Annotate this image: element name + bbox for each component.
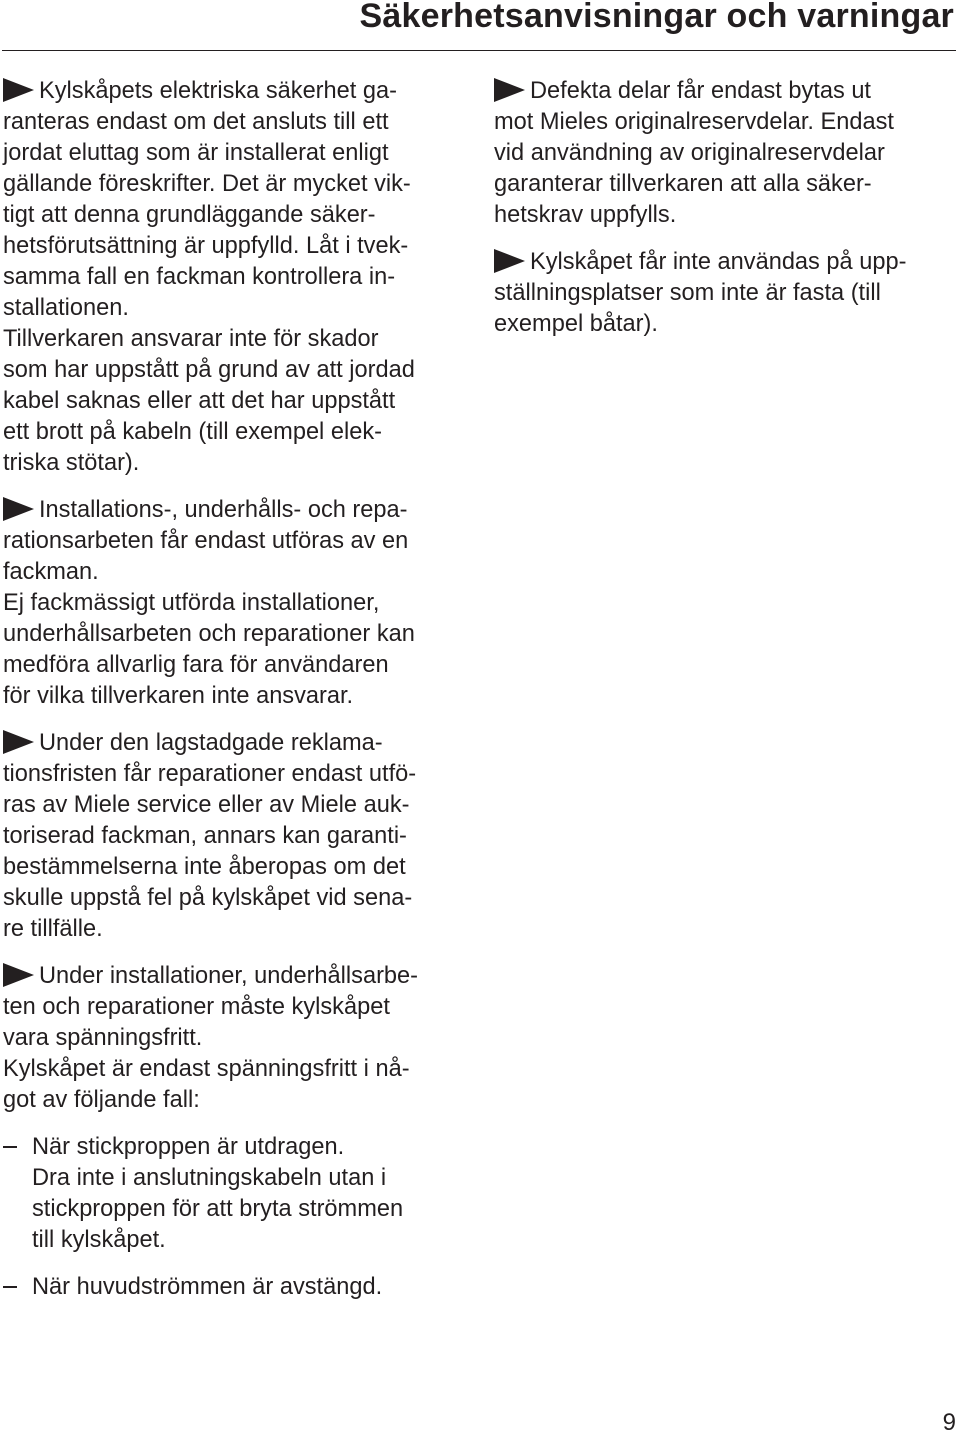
text-line: jordat eluttag som är installerat enligt <box>3 140 389 166</box>
paragraph-spare-parts <box>494 76 956 231</box>
text-line: vid användning av originalreservdelar <box>494 140 885 166</box>
text-line: underhållsarbeten och reparationer kan <box>3 621 415 647</box>
text-line: Kylskåpet är endast spänningsfritt i nå- <box>3 1056 410 1082</box>
arrow-bullet-icon <box>3 497 34 521</box>
paragraph-warranty-repairs <box>3 728 473 945</box>
text-line: skulle uppstå fel på kylskåpet vid sena- <box>3 885 413 911</box>
dash-bullet-icon <box>3 1286 17 1288</box>
paragraph-voltage-free <box>3 961 473 1116</box>
text-line: hetsförutsättning är uppfylld. Låt i tvek- <box>3 233 409 259</box>
text-line: hetskrav uppfylls. <box>494 202 677 228</box>
page-title: Säkerhetsanvisningar och varningar <box>359 0 954 35</box>
text-line: till kylskåpet. <box>32 1227 166 1253</box>
text-line: Dra inte i anslutningskabeln utan i <box>32 1165 387 1191</box>
list-item <box>3 1272 473 1303</box>
text-line: som har uppstått på grund av att jordad <box>3 357 415 383</box>
arrow-bullet-icon <box>494 78 525 102</box>
text-line: vara spänningsfritt. <box>3 1025 203 1051</box>
text-line: Under den lagstadgade reklama- <box>3 728 473 759</box>
text-line: got av följande fall: <box>3 1087 200 1113</box>
text-line: Kylskåpets elektriska säkerhet ga- <box>3 76 473 107</box>
text-line: samma fall en fackman kontrollera in- <box>3 264 396 290</box>
text-line: ranteras endast om det ansluts till ett <box>3 109 389 135</box>
page-number: 9 <box>942 1409 956 1436</box>
text-line: Under installationer, underhållsarbe- <box>3 961 473 992</box>
text-line: exempel båtar). <box>494 311 658 337</box>
text-line: När huvudströmmen är avstängd. <box>32 1274 383 1300</box>
text-line: ras av Miele service eller av Miele auk- <box>3 792 410 818</box>
text-line: toriserad fackman, annars kan garanti- <box>3 823 407 849</box>
text-line: ett brott på kabeln (till exempel elek- <box>3 419 382 445</box>
text-line: tionsfristen får reparationer endast utfö- <box>3 761 417 787</box>
text-line: bestämmelserna inte åberopas om det <box>3 854 406 880</box>
dash-bullet-icon <box>3 1146 17 1148</box>
paragraph-fixed-location <box>494 247 956 340</box>
arrow-bullet-icon <box>3 78 34 102</box>
text-line: Ej fackmässigt utförda installationer, <box>3 590 380 616</box>
header-rule <box>2 50 956 51</box>
dash-list <box>3 1132 473 1303</box>
paragraph-electrical-safety <box>3 76 473 479</box>
arrow-bullet-icon <box>494 249 525 273</box>
text-line: När stickproppen är utdragen. <box>32 1134 345 1160</box>
right-column <box>494 76 956 356</box>
arrow-bullet-icon <box>3 963 34 987</box>
text-line: tigt att denna grundläggande säker- <box>3 202 376 228</box>
text-line: garanterar tillverkaren att alla säker- <box>494 171 872 197</box>
text-line: medföra allvarlig fara för användaren <box>3 652 389 678</box>
text-line: mot Mieles originalreservdelar. Endast <box>494 109 894 135</box>
text-line: stallationen. <box>3 295 129 321</box>
text-line: gällande föreskrifter. Det är mycket vik- <box>3 171 411 197</box>
text-line: för vilka tillverkaren inte ansvarar. <box>3 683 354 709</box>
text-line: Tillverkaren ansvarar inte för skador <box>3 326 379 352</box>
text-line: kabel saknas eller att det har uppstått <box>3 388 396 414</box>
text-line: Kylskåpet får inte användas på upp- <box>494 247 956 278</box>
text-line: ten och reparationer måste kylskåpet <box>3 994 390 1020</box>
text-line: re tillfälle. <box>3 916 103 942</box>
list-item <box>3 1132 473 1256</box>
left-column <box>3 76 473 1319</box>
text-line: stickproppen för att bryta strömmen <box>32 1196 404 1222</box>
paragraph-installation-work <box>3 495 473 712</box>
text-line: rationsarbeten får endast utföras av en <box>3 528 409 554</box>
text-line: Defekta delar får endast bytas ut <box>494 76 956 107</box>
text-line: fackman. <box>3 559 99 585</box>
text-line: ställningsplatser som inte är fasta (till <box>494 280 881 306</box>
text-line: Installations-, underhålls- och repa- <box>3 495 473 526</box>
text-line: triska stötar). <box>3 450 140 476</box>
arrow-bullet-icon <box>3 730 34 754</box>
